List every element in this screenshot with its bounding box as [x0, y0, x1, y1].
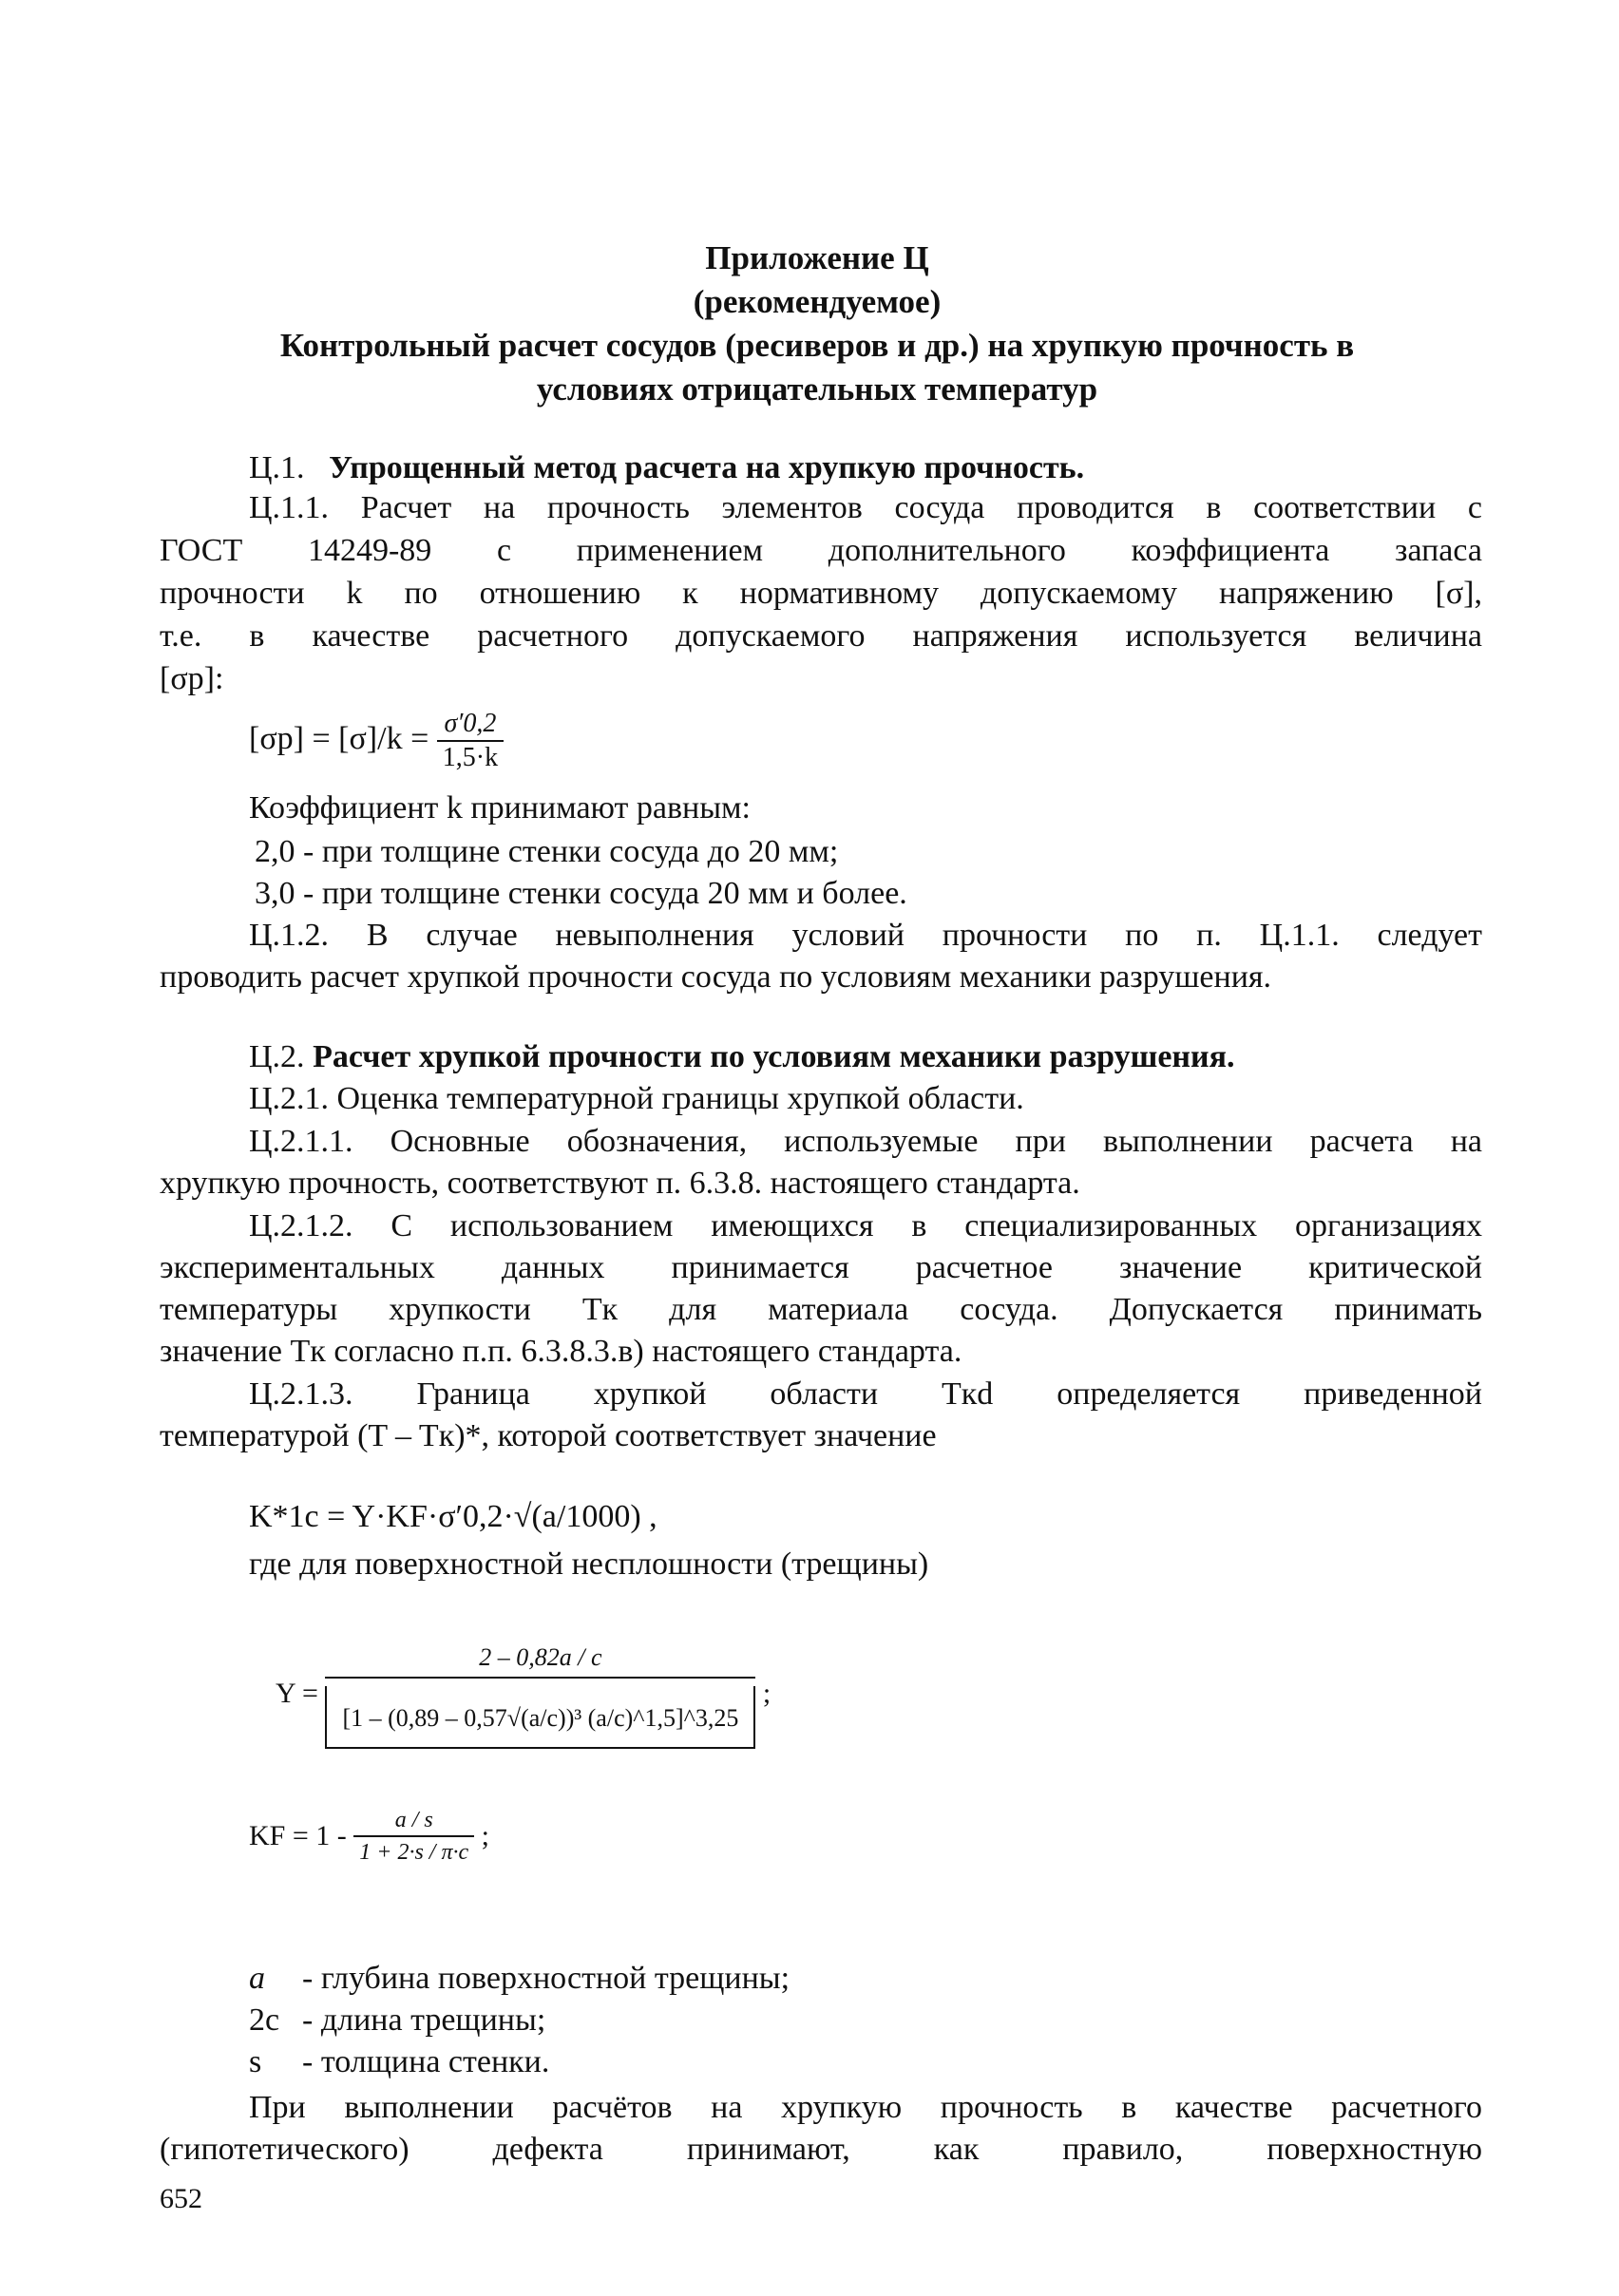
- p111-line5: [σp]:: [160, 661, 224, 696]
- p21: Ц.2.1. Оценка температурной границы хрупкой области.: [249, 1081, 1024, 1116]
- appendix-title: Приложение Ц: [705, 239, 929, 276]
- k-value-2: 3,0 - при толщине стенки сосуда 20 мм и более.: [255, 876, 907, 911]
- def-s-text: - толщина стенки.: [302, 2044, 550, 2079]
- p111-line1: Ц.1.1. Расчет на прочность элементов сосуда проводится в соответствии с: [249, 490, 1482, 525]
- section1-number: Ц.1.: [249, 450, 305, 485]
- last-para-line2: (гипотетического) дефекта принимают, как правило, поверхностную: [160, 2132, 1482, 2167]
- formula-kf: [249, 1805, 489, 1868]
- section1-title: Упрощенный метод расчета на хрупкую прочность.: [329, 450, 1085, 485]
- p213-line1: Ц.2.1.3. Граница хрупкой области Tкd определяется приведенной: [249, 1376, 1482, 1412]
- appendix-status: (рекомендуемое): [693, 283, 942, 320]
- formula-sigma-p: [249, 708, 504, 774]
- formula-kf-end: ;: [481, 1820, 489, 1851]
- formula-kf-fraction: [353, 1805, 474, 1868]
- section2-heading: [249, 1037, 1235, 1077]
- formula-sigma-p-lhs: [σp] = [σ]/k =: [249, 720, 429, 756]
- p112-line2: проводить расчет хрупкой прочности сосуда по условиям механики разрушения.: [160, 959, 1272, 995]
- formula-y-denominator: [1 – (0,89 – 0,57√(a/c))³ (a/c)^1,5]^3,25: [325, 1686, 755, 1749]
- formula-sigma-p-numerator: σ′0,2: [437, 708, 504, 742]
- formula-y-lhs: Y =: [276, 1678, 318, 1709]
- formula-y-numerator: 2 – 0,82a / c: [325, 1639, 755, 1679]
- p211-line1: Ц.2.1.1. Основные обозначения, используемые при выполнении расчета на: [249, 1124, 1482, 1159]
- formula-k1c: K*1c = Y·KF·σ′0,2·√(a/1000) ,: [249, 1499, 657, 1534]
- formula-sigma-p-fraction: [437, 708, 504, 774]
- p111-line3: прочности k по отношению к нормативному допускаемому напряжению [σ],: [160, 576, 1482, 611]
- formula-y-end: ;: [762, 1678, 771, 1709]
- p211-line2: хрупкую прочность, соответствуют п. 6.3.8. настоящего стандарта.: [160, 1166, 1080, 1201]
- formula-y-fraction: [325, 1639, 755, 1749]
- p112-line1: Ц.1.2. В случае невыполнения условий прочности по п. Ц.1.1. следует: [249, 918, 1482, 953]
- p213-line2: температурой (T – Tк)*, которой соответствует значение: [160, 1418, 937, 1453]
- k-value-1: 2,0 - при толщине стенки сосуда до 20 мм;: [255, 834, 839, 869]
- section2-title: Расчет хрупкой прочности по условиям механики разрушения.: [313, 1039, 1235, 1074]
- k-intro: Коэффициент k принимают равным:: [249, 790, 751, 825]
- p111-line2: ГОСТ 14249-89 с применением дополнительного коэффициента запаса: [160, 533, 1482, 568]
- formula-kf-numerator: a / s: [353, 1805, 474, 1837]
- def-2c-symbol: 2c: [249, 2002, 280, 2038]
- def-2c-text: - длина трещины;: [302, 2002, 546, 2038]
- p212-line3: температуры хрупкости Tк для материала сосуда. Допускается принимать: [160, 1292, 1482, 1327]
- last-para-line1: При выполнении расчётов на хрупкую прочность в качестве расчетного: [249, 2090, 1482, 2125]
- formula-kf-denominator: 1 + 2·s / π·c: [359, 1840, 469, 1865]
- p212-line2: экспериментальных данных принимается расчетное значение критической: [160, 1250, 1482, 1285]
- def-a-text: - глубина поверхностной трещины;: [302, 1961, 790, 1996]
- where-note: где для поверхностной несплошности (трещины): [249, 1546, 929, 1582]
- section1-heading: [249, 448, 1084, 488]
- def-s-symbol: s: [249, 2044, 262, 2079]
- section2-number: Ц.2.: [249, 1039, 305, 1074]
- def-a-symbol: a: [249, 1961, 265, 1996]
- p212-line4: значение Tк согласно п.п. 6.3.8.3.в) настоящего стандарта.: [160, 1334, 962, 1369]
- formula-y: [276, 1639, 771, 1749]
- appendix-subtitle-line1: Контрольный расчет сосудов (ресиверов и др.) на хрупкую прочность в: [279, 327, 1355, 364]
- p212-line1: Ц.2.1.2. С использованием имеющихся в специализированных организациях: [249, 1208, 1482, 1243]
- formula-kf-lhs: KF = 1 -: [249, 1820, 347, 1851]
- appendix-subtitle-line2: условиях отрицательных температур: [536, 370, 1098, 408]
- page-number: 652: [160, 2183, 202, 2214]
- formula-sigma-p-denominator: 1,5·k: [442, 743, 499, 772]
- p111-line4: т.е. в качестве расчетного допускаемого напряжения используется величина: [160, 618, 1482, 654]
